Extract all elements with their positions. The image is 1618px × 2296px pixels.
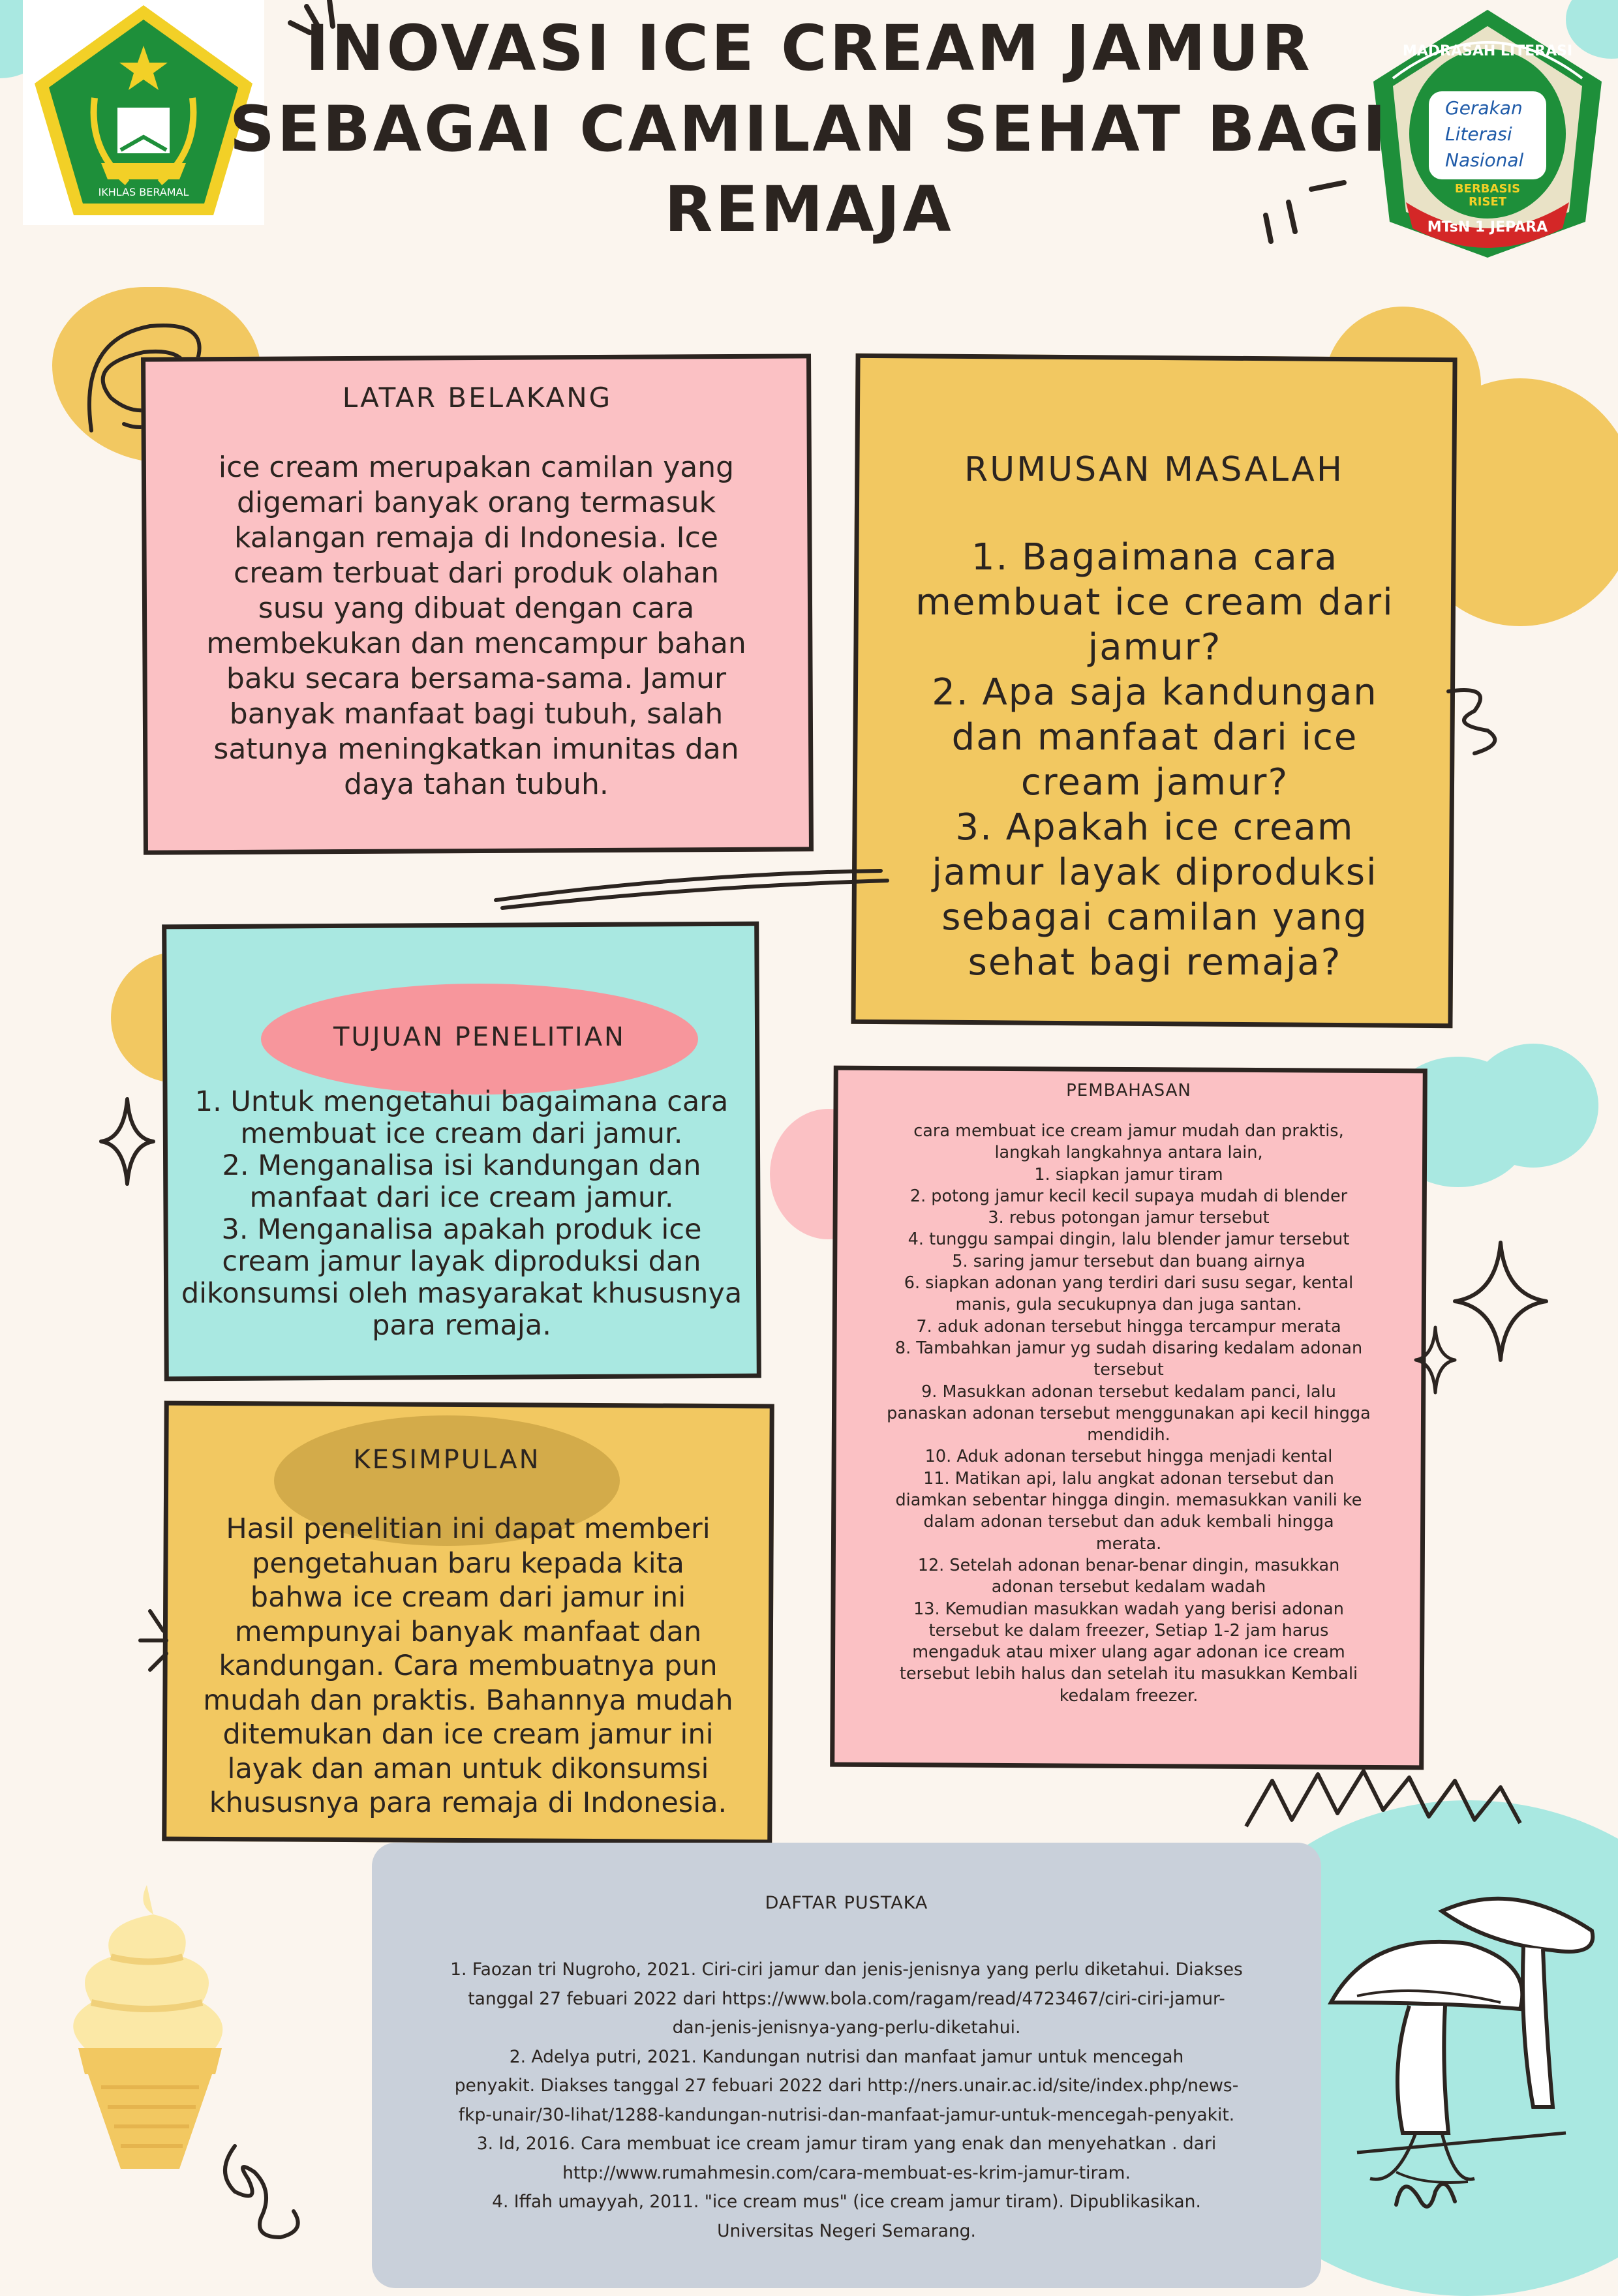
pembahasan-line: tersebut lebih halus dan setelah itu masukkan Kembali [899, 1664, 1358, 1684]
swirl-icon [209, 2133, 320, 2250]
daftar-line: tanggal 27 febuari 2022 dari https://www.bola.com/ragam/read/4723467/ciri-ciri-jamur- [468, 1988, 1225, 2009]
title-line-1: INOVASI ICE CREAM JAMUR [305, 12, 1313, 85]
teal-cloud-2 [1468, 1044, 1598, 1168]
title-accent-right [1259, 176, 1351, 248]
pembahasan-text [838, 1121, 1419, 1707]
tujuan-line: 1. Untuk mengetahui bagaimana cara [194, 1085, 729, 1118]
pembahasan-line: 11. Matikan api, lalu angkat adonan tersebut dan [923, 1468, 1334, 1488]
pembahasan-line: cara membuat ice cream jamur mudah dan praktis, [913, 1121, 1344, 1141]
latar-belakang-text [157, 450, 796, 802]
pembahasan-line: mendidih. [1087, 1425, 1170, 1445]
pembahasan-line: 13. Kemudian masukkan wadah yang berisi adonan [913, 1599, 1344, 1619]
kesimpulan-line: mudah dan praktis. Bahannya mudah [203, 1684, 733, 1717]
kesimpulan-line: mempunyai banyak manfaat dan [234, 1615, 702, 1648]
tujuan-line: membuat ice cream dari jamur. [240, 1117, 683, 1150]
curl-icon [1435, 678, 1514, 763]
rumusan-line: jamur? [1088, 626, 1222, 669]
pembahasan-line: 2. potong jamur kecil kecil supaya mudah di blender [909, 1186, 1348, 1206]
pembahasan-line: 3. rebus potongan jamur tersebut [988, 1208, 1270, 1228]
svg-text:Literasi: Literasi [1445, 123, 1512, 145]
rumusan-line: 3. Apakah ice cream [955, 806, 1354, 849]
kesimpulan-line: Hasil penelitian ini dapat memberi [226, 1513, 710, 1545]
tujuan-line: 2. Menganalisa isi kandungan dan [222, 1149, 701, 1182]
pembahasan-line: 4. tunggu sampai dingin, lalu blender jamur tersebut [908, 1230, 1350, 1250]
connector-lines [489, 861, 894, 913]
pembahasan-line: 10. Aduk adonan tersebut hingga menjadi kental [924, 1447, 1333, 1467]
pembahasan-line: adonan tersebut kedalam wadah [991, 1577, 1266, 1597]
rumusan-line: cream jamur? [1020, 761, 1289, 804]
daftar-line: penyakit. Diakses tanggal 27 febuari 2022 dari http://ners.unair.ac.id/site/index.php/news- [454, 2076, 1239, 2096]
rumusan-masalah-text [861, 535, 1448, 985]
pembahasan-line: 8. Tambahkan jamur yg sudah disaring kedalam adonan [894, 1338, 1363, 1358]
title-accent-left [281, 0, 352, 72]
svg-text:Gerakan: Gerakan [1445, 97, 1523, 119]
kesimpulan-line: kandungan. Cara membuatnya pun [219, 1650, 718, 1682]
daftar-line: Universitas Negeri Semarang. [717, 2220, 976, 2241]
rumusan-line: dan manfaat dari ice [951, 716, 1358, 759]
mushroom-icon [1318, 1872, 1605, 2211]
pembahasan-line: 5. saring jamur tersebut dan buang airnya [952, 1251, 1305, 1271]
daftar-pustaka-text [375, 1956, 1318, 2246]
daftar-line: dan-jenis-jenisnya-yang-perlu-diketahui. [672, 2017, 1021, 2038]
pembahasan-line: 9. Masukkan adonan tersebut kedalam panci, lalu [921, 1382, 1336, 1402]
rumusan-line: sehat bagi remaja? [968, 941, 1342, 984]
tujuan-penelitian-heading: TUJUAN PENELITIAN [333, 1022, 626, 1052]
rumusan-line: sebagai camilan yang [941, 896, 1368, 939]
sparkle-icon [1412, 1324, 1458, 1396]
svg-text:Nasional: Nasional [1445, 149, 1524, 171]
svg-text:IKHLAS BERAMAL: IKHLAS BERAMAL [98, 186, 189, 198]
sparkle-icon [98, 1096, 157, 1187]
svg-text:RISET: RISET [1468, 195, 1507, 209]
latar-belakang-heading: LATAR BELAKANG [342, 382, 613, 414]
pembahasan-line: 12. Setelah adonan benar-benar dingin, masukkan [917, 1555, 1340, 1575]
pembahasan-line: langkah langkahnya antara lain, [994, 1143, 1263, 1163]
rumusan-masalah-heading: RUMUSAN MASALAH [964, 450, 1344, 489]
title-line-2: SEBAGAI CAMILAN SEHAT BAGI [229, 93, 1389, 166]
latar-line: cream terbuat dari produk olahan [234, 556, 719, 590]
latar-line: membekukan dan mencampur bahan [206, 627, 746, 660]
pembahasan-line: diamkan sebentar hingga dingin. memasukkan vanili ke [895, 1490, 1362, 1511]
kesimpulan-text [166, 1512, 770, 1820]
pembahasan-line: 7. aduk adonan tersebut hingga tercampur merata [916, 1316, 1341, 1337]
kesimpulan-line: pengetahuan baru kepada kita [252, 1547, 684, 1580]
latar-line: kalangan remaja di Indonesia. Ice [234, 521, 718, 554]
svg-text:MTsN 1 JEPARA: MTsN 1 JEPARA [1427, 219, 1548, 235]
pembahasan-line: mengaduk atau mixer ulang agar adonan ice cream [912, 1642, 1345, 1663]
tujuan-line: manfaat dari ice cream jamur. [249, 1181, 674, 1214]
daftar-line: 4. Iffah umayyah, 2011. "ice cream mus" (ice cream jamur tiram). Dipublikasikan. [492, 2192, 1201, 2212]
daftar-line: 1. Faozan tri Nugroho, 2021. Ciri-ciri jamur dan jenis-jenisnya yang perlu diketahui. Diakses [450, 1959, 1243, 1980]
accent-dashes-icon [137, 1605, 209, 1676]
latar-line: satunya meningkatkan imunitas dan [213, 733, 739, 766]
pembahasan-line: panaskan adonan tersebut menggunakan api kecil hingga [887, 1403, 1371, 1423]
kesimpulan-line: layak dan aman untuk dikonsumsi [227, 1752, 709, 1785]
daftar-line: 3. Id, 2016. Cara membuat ice cream jamur tiram yang enak dan menyehatkan . dari [476, 2134, 1217, 2154]
kesimpulan-line: ditemukan dan ice cream jamur ini [222, 1718, 714, 1751]
pembahasan-line: tersebut ke dalam freezer, Setiap 1-2 jam harus [928, 1620, 1329, 1640]
latar-line: digemari banyak orang termasuk [236, 486, 716, 519]
svg-text:MADRASAH LITERASI: MADRASAH LITERASI [1402, 43, 1573, 59]
rumusan-line: membuat ice cream dari [915, 581, 1394, 624]
latar-line: banyak manfaat bagi tubuh, salah [229, 697, 724, 731]
tujuan-line: 3. Menganalisa apakah produk ice [221, 1213, 702, 1246]
zigzag-icon [1240, 1761, 1527, 1846]
rumusan-line: jamur layak diproduksi [932, 851, 1378, 894]
kesimpulan-line: khususnya para remaja di Indonesia. [209, 1787, 727, 1819]
kesimpulan-line: bahwa ice cream dari jamur ini [250, 1581, 686, 1614]
rumusan-line: 2. Apa saja kandungan [932, 671, 1378, 714]
pembahasan-heading: PEMBAHASAN [1066, 1081, 1191, 1100]
pembahasan-line: manis, gula secukupnya dan juga santan. [955, 1295, 1302, 1315]
latar-line: daya tahan tubuh. [344, 768, 609, 801]
pembahasan-line: tersebut [1093, 1360, 1164, 1380]
latar-line: baku secara bersama-sama. Jamur [226, 662, 727, 695]
daftar-line: http://www.rumahmesin.com/cara-membuat-es-krim-jamur-tiram. [562, 2162, 1131, 2183]
pembahasan-line: 6. siapkan adonan yang terdiri dari susu segar, kental [904, 1273, 1354, 1293]
daftar-pustaka-heading: DAFTAR PUSTAKA [765, 1893, 928, 1913]
pembahasan-line: dalam adonan tersebut dan aduk kembali hingga [923, 1512, 1334, 1532]
svg-text:BERBASIS: BERBASIS [1454, 182, 1521, 196]
swirl-icon [1390, 2166, 1461, 2218]
sparkle-icon [1452, 1239, 1549, 1363]
latar-line: ice cream merupakan camilan yang [218, 451, 735, 484]
daftar-line: 2. Adelya putri, 2021. Kandungan nutrisi dan manfaat jamur untuk mencegah [509, 2046, 1184, 2067]
tujuan-line: para remaja. [372, 1309, 551, 1342]
pembahasan-line: 1. siapkan jamur tiram [1034, 1164, 1223, 1185]
rumusan-line: 1. Bagaimana cara [971, 536, 1339, 579]
tujuan-line: dikonsumsi oleh masyarakat khususnya [181, 1277, 742, 1310]
tujuan-penelitian-text [166, 1086, 757, 1342]
pembahasan-line: kedalam freezer. [1059, 1685, 1198, 1706]
daftar-line: fkp-unair/30-lihat/1288-kandungan-nutrisi-dan-manfaat-jamur-untuk-mencegah-penyakit. [458, 2104, 1235, 2125]
title-line-3: REMAJA [664, 173, 954, 246]
tujuan-line: cream jamur layak diproduksi dan [222, 1245, 701, 1278]
latar-line: susu yang dibuat dengan cara [258, 592, 695, 625]
pembahasan-line: merata. [1095, 1533, 1162, 1554]
kesimpulan-heading: KESIMPULAN [353, 1445, 541, 1475]
